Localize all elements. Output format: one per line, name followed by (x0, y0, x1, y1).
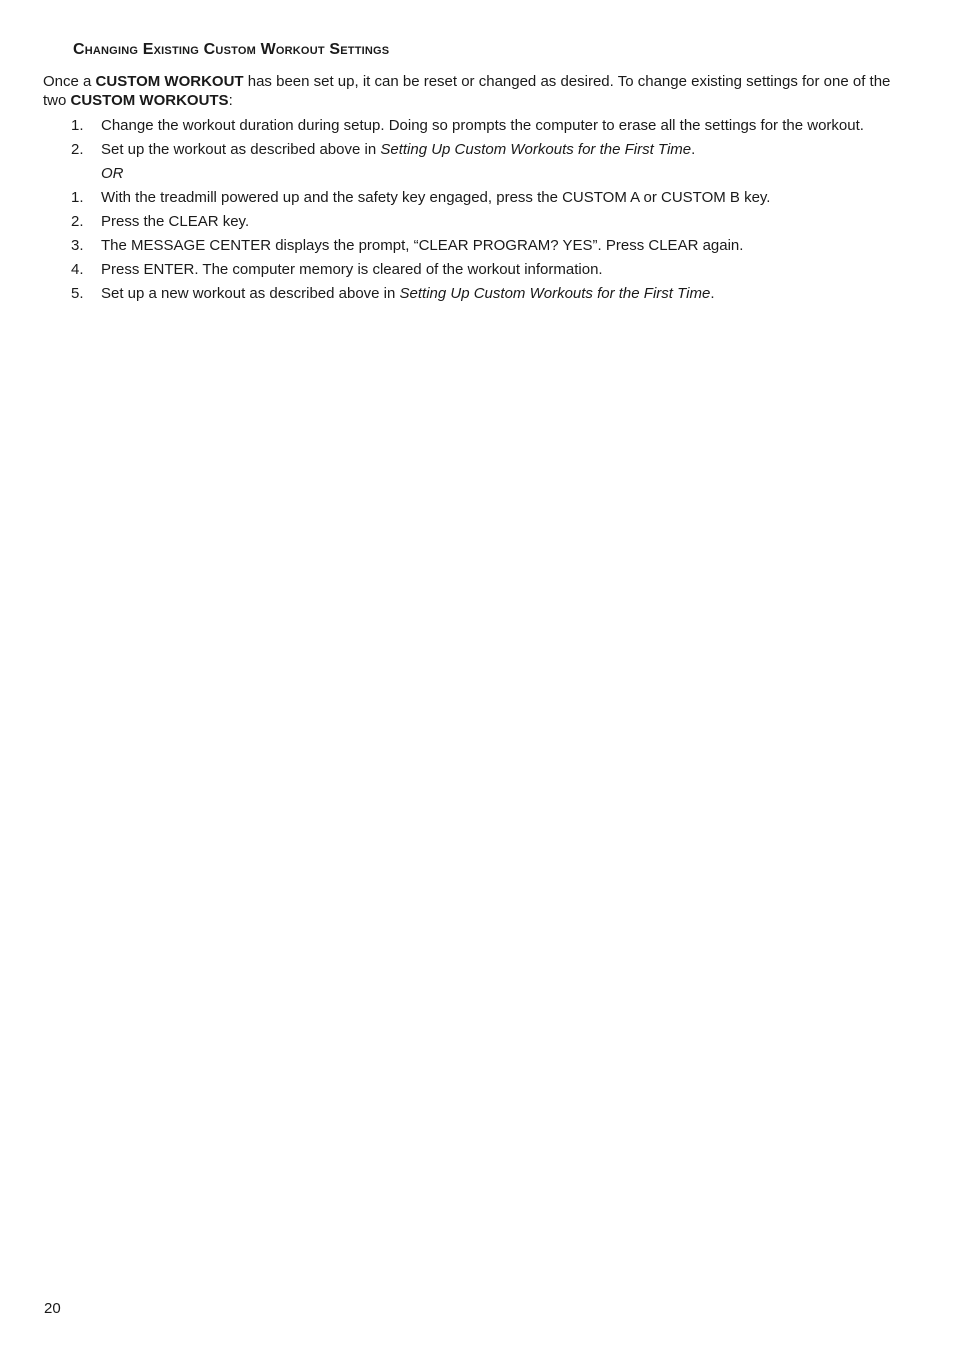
step-item (43, 212, 903, 231)
step-item (43, 260, 903, 279)
step-text-end: . (691, 141, 696, 158)
intro-paragraph (43, 72, 903, 110)
step-number: 2. (71, 213, 84, 230)
step-text: The MESSAGE CENTER displays the prompt, “CLEAR PROGRAM? YES”. Press CLEAR again. (101, 237, 744, 254)
step-number: 1. (71, 189, 84, 206)
page-number: 20 (44, 1300, 61, 1317)
step-item (43, 140, 903, 159)
step-reference: Setting Up Custom Workouts for the First Time (380, 141, 692, 158)
step-text: With the treadmill powered up and the safety key engaged, press the CUSTOM A or CUSTOM B key. (101, 189, 771, 206)
intro-text: has been set up, it can be reset or changed as desired. To change existing settings for one of the two (43, 73, 891, 109)
step-text: Press ENTER. The computer memory is cleared of the workout information. (101, 261, 603, 278)
step-reference: Setting Up Custom Workouts for the First Time (399, 285, 711, 302)
intro-text: : (228, 92, 233, 109)
step-text: Set up the workout as described above in (101, 141, 381, 158)
step-item (43, 116, 903, 135)
intro-text: Once a (43, 73, 96, 90)
step-text: Set up a new workout as described above in (101, 285, 400, 302)
step-text: Press the CLEAR key. (101, 213, 250, 230)
step-number: 4. (71, 261, 84, 278)
step-text: Change the workout duration during setup. Doing so prompts the computer to erase all the settings for the workout. (101, 117, 864, 134)
or-separator: OR (101, 165, 124, 182)
step-number: 2. (71, 141, 84, 158)
step-number: 1. (71, 117, 84, 134)
section-heading: Changing Existing Custom Workout Settings (73, 41, 390, 58)
intro-bold-term: CUSTOM WORKOUTS (70, 92, 229, 109)
step-item (43, 188, 903, 207)
step-number: 3. (71, 237, 84, 254)
step-number: 5. (71, 285, 84, 302)
steps-list (43, 116, 903, 308)
intro-bold-term: CUSTOM WORKOUT (95, 73, 244, 90)
step-item (43, 236, 903, 255)
step-item (43, 284, 903, 303)
step-text-end: . (710, 285, 715, 302)
